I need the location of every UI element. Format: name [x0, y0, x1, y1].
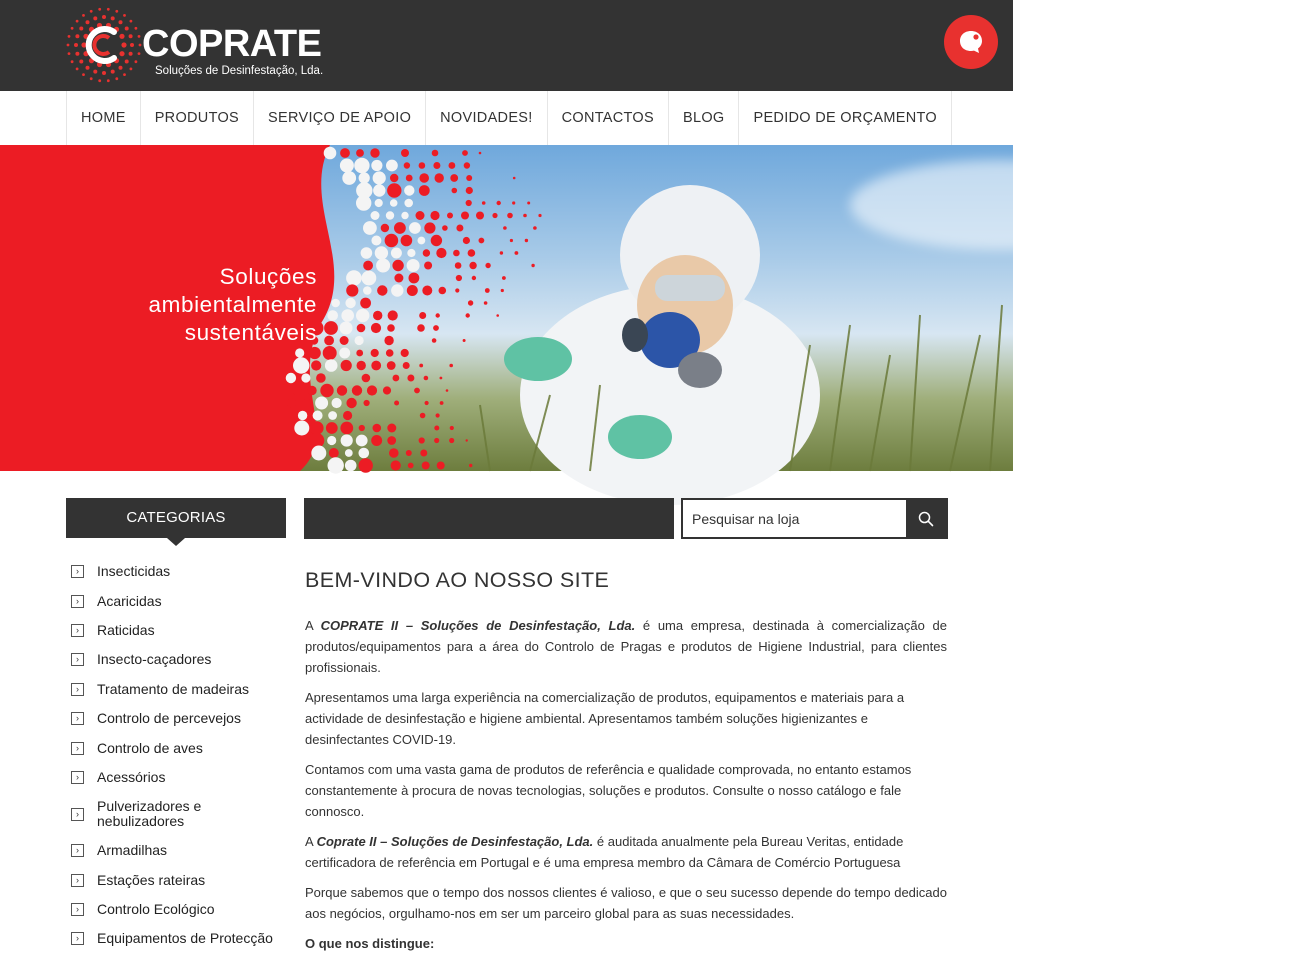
- category-label: Tratamento de madeiras: [97, 680, 249, 697]
- category-label: Insecto-caçadores: [97, 651, 212, 668]
- category-item[interactable]: [66, 704, 286, 733]
- chevron-right-icon: ›: [71, 903, 84, 916]
- chevron-right-icon: ›: [71, 874, 84, 887]
- main-nav: [0, 91, 1013, 145]
- chevron-right-icon: ›: [71, 808, 84, 821]
- catalog-paragraph: Contamos com uma vasta gama de produtos de referência e qualidade comprovada, no entanto estamos constantemente à procura de novas tecnologias, soluções e produtos. Consulte o nosso catálogo e fale connosco.: [305, 762, 912, 819]
- company-name: COPRATE II – Soluções de Desinfestação, Lda.: [320, 618, 636, 633]
- chevron-right-icon: ›: [71, 653, 84, 666]
- category-label: Controlo de percevejos: [97, 710, 241, 727]
- category-label: Raticidas: [97, 621, 155, 638]
- category-item[interactable]: [66, 557, 286, 586]
- content-header-bar: [304, 498, 674, 539]
- search-input[interactable]: [683, 500, 908, 537]
- chat-bubble-icon: [957, 28, 985, 56]
- nav-item-novidades[interactable]: NOVIDADES!: [426, 91, 547, 145]
- brand-tagline: Soluções de Desinfestação, Lda.: [155, 65, 324, 77]
- chevron-right-icon: ›: [71, 932, 84, 945]
- chevron-right-icon: ›: [71, 595, 84, 608]
- category-label: Armadilhas: [97, 842, 168, 859]
- chevron-right-icon: ›: [71, 742, 84, 755]
- nav-item-contactos[interactable]: CONTACTOS: [548, 91, 669, 145]
- category-item[interactable]: [66, 586, 286, 615]
- distinguish-heading: O que nos distingue:: [305, 936, 435, 951]
- category-item[interactable]: [66, 895, 286, 924]
- category-item[interactable]: [66, 645, 286, 674]
- category-item[interactable]: [66, 616, 286, 645]
- coprate-logo-icon: [68, 8, 140, 82]
- chevron-right-icon: ›: [71, 771, 84, 784]
- chat-button[interactable]: [944, 15, 998, 69]
- company-name: Coprate II – Soluções de Desinfestação, Lda.: [316, 834, 594, 849]
- store-search: [681, 498, 948, 539]
- categories-title: CATEGORIAS: [66, 498, 286, 538]
- categories-list: [66, 557, 286, 954]
- category-item[interactable]: [66, 866, 286, 895]
- hero-text: [149, 263, 318, 347]
- category-label: Pulverizadores e nebulizadores: [97, 798, 202, 830]
- partner-paragraph: Porque sabemos que o tempo dos nossos clientes é valioso, e que o seu sucesso depende do tempo dedicado aos negócios, orgulhamo-nos em ser um parceiro global para as suas necessidades.: [305, 885, 947, 921]
- category-item[interactable]: [66, 924, 286, 953]
- nav-item-produtos[interactable]: PRODUTOS: [141, 91, 254, 145]
- brand-name: COPRATE: [142, 23, 322, 65]
- category-item[interactable]: [66, 763, 286, 792]
- category-item[interactable]: [66, 675, 286, 704]
- category-label: Equipamentos de Protecção: [97, 930, 273, 947]
- category-item[interactable]: [66, 733, 286, 762]
- chevron-right-icon: ›: [71, 712, 84, 725]
- category-label: Acaricidas: [97, 592, 162, 609]
- chevron-right-icon: ›: [71, 844, 84, 857]
- page-title: BEM-VINDO AO NOSSO SITE: [305, 568, 610, 592]
- hero-line-1: Soluções: [219, 264, 317, 289]
- category-label: Controlo de aves: [97, 739, 203, 756]
- nav-item-servico-de-apoio[interactable]: SERVIÇO DE APOIO: [254, 91, 426, 145]
- search-button[interactable]: [906, 500, 946, 537]
- chevron-right-icon: ›: [71, 624, 84, 637]
- chevron-right-icon: ›: [71, 683, 84, 696]
- certification-paragraph: A Coprate II – Soluções de Desinfestação, Lda. é auditada anualmente pela Bureau Veritas, entidade certificadora de referência em Portugal e é uma empresa membro da Câmara de Comércio Portuguesa: [305, 834, 904, 870]
- category-label: Estações rateiras: [97, 871, 206, 888]
- category-label: Acessórios: [97, 768, 166, 785]
- category-label: Insecticidas: [97, 563, 171, 580]
- search-icon: [918, 511, 934, 527]
- site-header: [0, 0, 1013, 91]
- chevron-right-icon: ›: [71, 565, 84, 578]
- nav-item-pedido-de-orcamento[interactable]: PEDIDO DE ORÇAMENTO: [739, 91, 951, 145]
- nav-item-blog[interactable]: BLOG: [669, 91, 740, 145]
- site-logo[interactable]: [68, 8, 328, 82]
- hero-line-2: ambientalmente: [148, 292, 317, 317]
- hero-line-3: sustentáveis: [184, 320, 317, 345]
- category-item[interactable]: [66, 836, 286, 865]
- intro-paragraph: A COPRATE II – Soluções de Desinfestação, Lda. é uma empresa, destinada à comercialização de produtos/equipamentos para a área do Controlo de Pragas e produtos de Higiene Industrial, para clientes profissionais.: [305, 618, 947, 675]
- hero-banner[interactable]: [0, 145, 1013, 471]
- category-label: Controlo Ecológico: [97, 901, 215, 918]
- nav-item-home[interactable]: HOME: [67, 91, 141, 145]
- category-item[interactable]: [66, 792, 286, 836]
- welcome-section: [305, 568, 947, 963]
- experience-paragraph: Apresentamos uma larga experiência na comercialização de produtos, equipamentos e materiais para a actividade de desinfestação e higiene ambiental. Apresentamos também soluções higienizantes e desinfectantes COVID-19.: [305, 690, 905, 747]
